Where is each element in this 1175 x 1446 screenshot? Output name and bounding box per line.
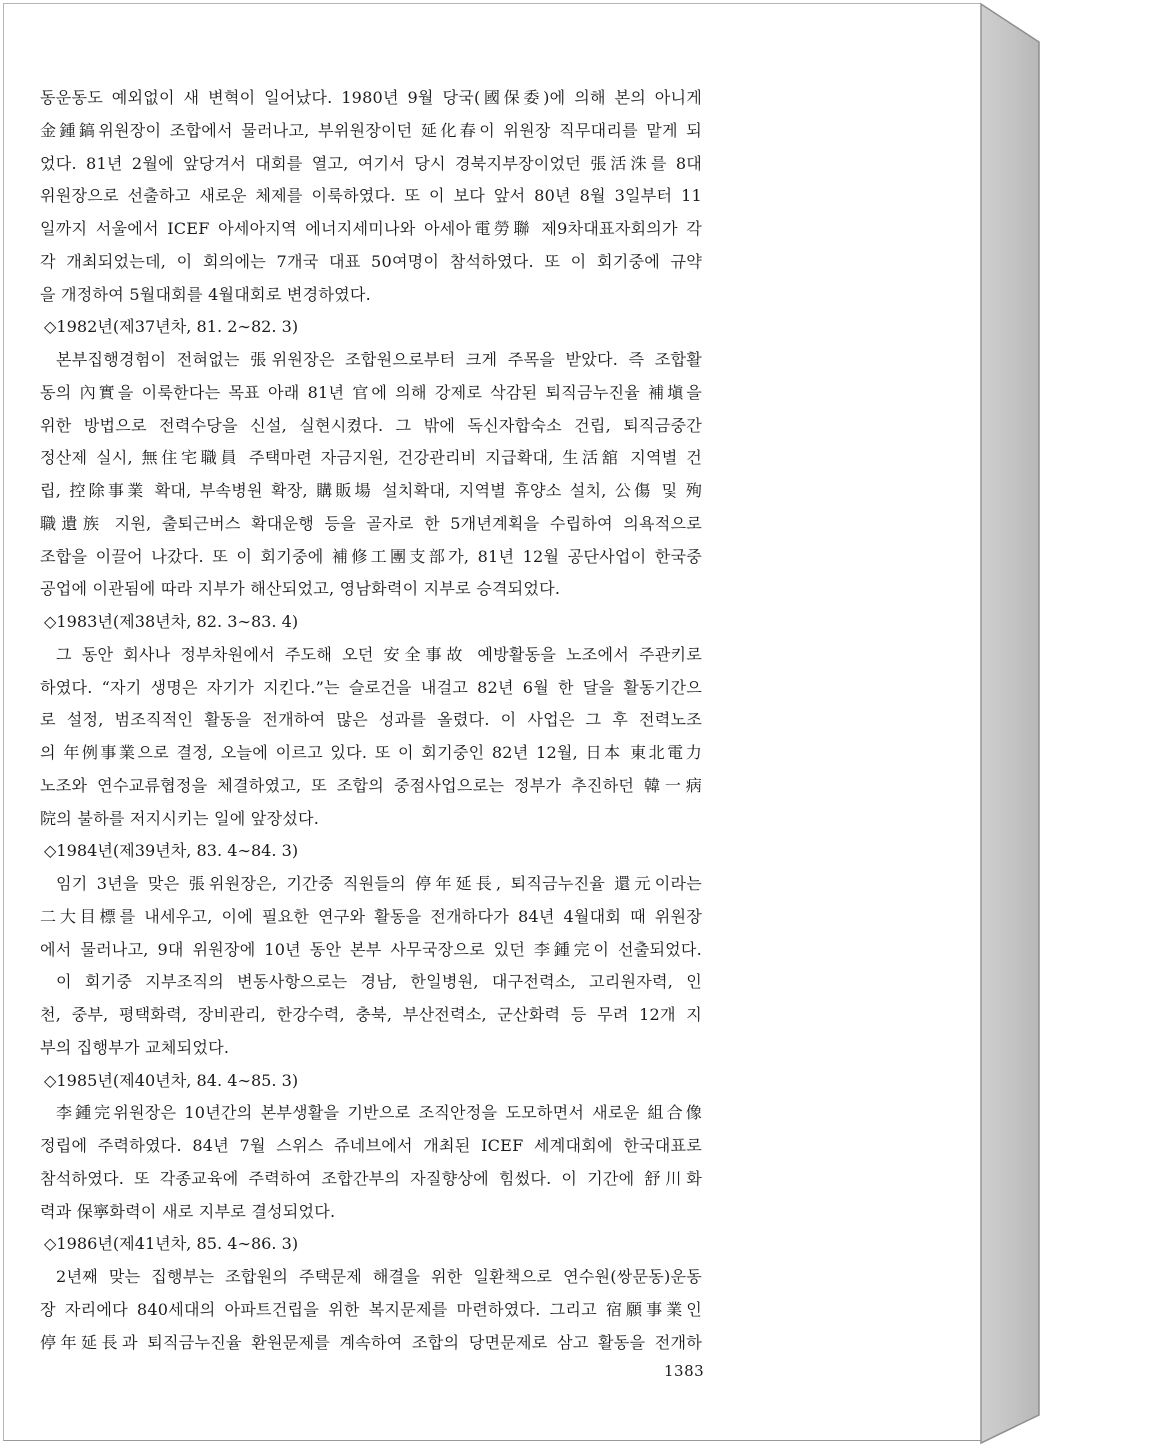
text-line: 停年延長과 퇴직금누진율 환원문제를 계속하여 조합의 당면문제로 삼고 활동을 전개하: [40, 1332, 702, 1352]
text-line: 각 개최되었는데, 이 회의에는 7개국 대표 50여명이 참석하였다. 또 이 회기중에 규약: [40, 251, 702, 271]
text-line: 공업에 이관됨에 따라 지부가 해산되었고, 영남화력이 지부로 승격되었다.: [40, 579, 561, 599]
text-line: 院의 불하를 저지시키는 일에 앞장섰다.: [40, 808, 320, 828]
text-line: 노조와 연수교류협정을 체결하였고, 또 조합의 중점사업으로는 정부가 추진하던 韓一病: [40, 775, 702, 795]
text-line: 2년째 맞는 집행부는 조합원의 주택문제 해결을 위한 일환책으로 연수원(쌍문동)운동: [56, 1267, 702, 1286]
text-line: 부의 집행부가 교체되었다.: [40, 1037, 230, 1057]
text-line: 을 개정하여 5월대회를 4월대회로 변경하였다.: [40, 284, 371, 304]
text-line: 로 설정, 범조직적인 활동을 전개하여 많은 성과를 올렸다. 이 사업은 그 후 전력노조: [40, 710, 702, 730]
text-line: 장 자리에다 840세대의 아파트건립을 위한 복지문제를 마련하였다. 그리고 宿願事業인: [40, 1299, 702, 1319]
text-line: 정립에 주력하였다. 84년 7월 스위스 쥬네브에서 개최된 ICEF 세계대회에 한국대표로: [40, 1136, 702, 1155]
text-line: 동운동도 예외없이 새 변혁이 일어났다. 1980년 9월 당국(國保委)에 의해 본의 아니게: [40, 88, 702, 107]
text-line: 천, 중부, 평택화력, 장비관리, 한강수력, 충북, 부산전력소, 군산화력 등 무려 12개 지: [40, 1005, 702, 1024]
text-line: 職遺族 지원, 출퇴근버스 확대운행 등을 골자로 한 5개년계획을 수립하여 의욕적으로: [40, 513, 702, 533]
text-line: 동의 內實을 이룩한다는 목표 아래 81년 官에 의해 강제로 삭감된 퇴직금누진율 補塡을: [40, 382, 702, 402]
text-line: 일까지 서울에서 ICEF 아세아지역 에너지세미나와 아세아電勞聯 제9차대표자회의가 각: [40, 219, 702, 238]
text-line: 이 회기중 지부조직의 변동사항으로는 경남, 한일병원, 대구전력소, 고리원자력, 인: [56, 972, 702, 992]
text-line: 의 年例事業으로 결정, 오늘에 이르고 있다. 또 이 회기중인 82년 12월, 日本 東北電力: [40, 743, 702, 762]
text-line: 金鍾鎬위원장이 조합에서 물러나고, 부위원장이던 延化春이 위원장 직무대리를 맡게 되: [40, 120, 702, 140]
text-line: 하였다. “자기 생명은 자기가 지킨다.”는 슬로건을 내걸고 82년 6월 한 달을 활동기간으: [40, 677, 702, 697]
text-line: 李鍾完위원장은 10년간의 본부생활을 기반으로 조직안정을 도모하면서 새로운 組合像: [56, 1103, 702, 1123]
text-line: 위원장으로 선출하고 새로운 체제를 이룩하였다. 또 이 보다 앞서 80년 8월 3일부터 11: [40, 186, 702, 206]
text-line: 임기 3년을 맞은 張위원장은, 기간중 직원들의 停年延長, 퇴직금누진율 還元이라는: [56, 874, 702, 893]
text-line: 본부집행경험이 전혀없는 張위원장은 조합원으로부터 크게 주목을 받았다. 즉 조합활: [56, 350, 702, 369]
page-number: 1383: [664, 1362, 705, 1380]
text-line: 조합을 이끌어 나갔다. 또 이 회기중에 補修工團支部가, 81년 12월 공단사업이 한국중: [40, 546, 702, 566]
section-heading-1985: ◇1985년(제40년차, 84. 4∼85. 3): [44, 1070, 299, 1090]
text-line: 었다. 81년 2월에 앞당겨서 대회를 열고, 여기서 당시 경북지부장이었던 張活洙를 8대: [40, 153, 702, 173]
text-line: 二大目標를 내세우고, 이에 필요한 연구와 활동을 전개하다가 84년 4월대회 때 위원장: [40, 906, 702, 926]
text-line: 력과 保寧화력이 새로 지부로 결성되었다.: [40, 1201, 336, 1221]
section-heading-1984: ◇1984년(제39년차, 83. 4∼84. 3): [44, 841, 299, 861]
section-heading-1986: ◇1986년(제41년차, 85. 4∼86. 3): [44, 1234, 299, 1254]
text-line: 그 동안 회사나 정부차원에서 주도해 오던 安全事故 예방활동을 노조에서 주관키로: [56, 644, 702, 664]
section-heading-1982: ◇1982년(제37년차, 81. 2∼82. 3): [44, 317, 299, 337]
text-line: 에서 물러나고, 9대 위원장에 10년 동안 본부 사무국장으로 있던 李鍾完이 선출되었다.: [40, 939, 702, 959]
section-heading-1983: ◇1983년(제38년차, 82. 3∼83. 4): [44, 612, 299, 631]
text-line: 립, 控除事業 확대, 부속병원 확장, 購販場 설치확대, 지역별 휴양소 설치, 公傷 및 殉: [40, 481, 702, 500]
text-line: 위한 방법으로 전력수당을 신설, 실현시켰다. 그 밖에 독신자합숙소 건립, 퇴직금중간: [40, 415, 702, 435]
text-line: 정산제 실시, 無住宅職員 주택마련 자금지원, 건강관리비 지급확대, 生活舘 지역별 건: [40, 448, 702, 468]
text-line: 참석하였다. 또 각종교육에 주력하여 조합간부의 자질향상에 힘썼다. 이 기간에 舒川화: [40, 1168, 702, 1188]
